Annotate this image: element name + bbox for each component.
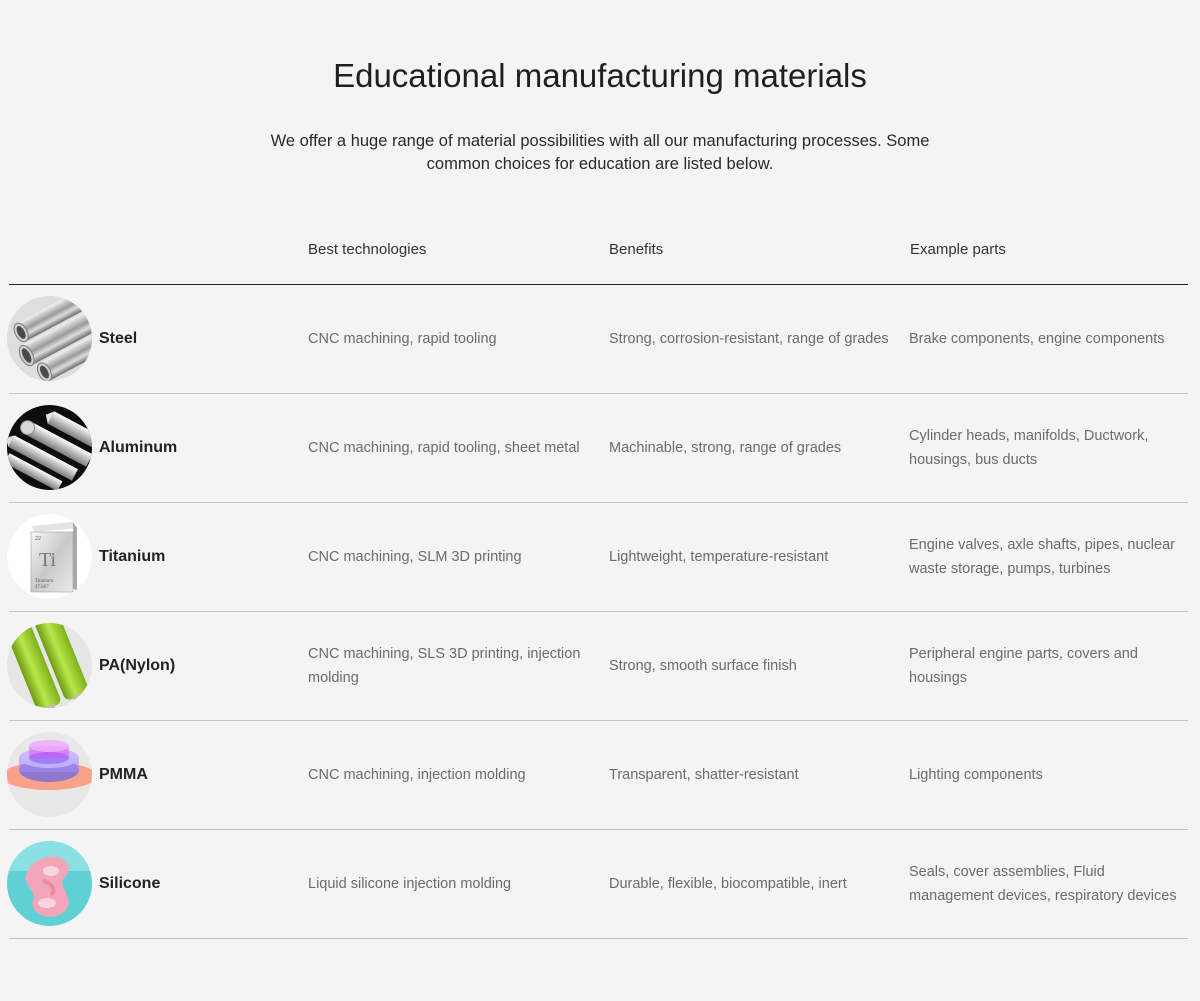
best-technologies-cell: CNC machining, rapid tooling, sheet metal [308,440,580,456]
table-row [9,612,1188,721]
page-intro: We offer a huge range of material possibilities with all our manufacturing processes. Some common choices for education are listed below. [270,132,930,173]
example-parts-cell: Engine valves, axle shafts, pipes, nuclear waste storage, pumps, turbines [909,537,1175,577]
example-parts-cell: Seals, cover assemblies, Fluid management devices, respiratory devices [909,864,1177,904]
header-benefits: Benefits [609,241,664,258]
header-example-parts: Example parts [910,241,1006,258]
material-name: Silicone [99,875,161,892]
titanium-cube-image [7,514,92,599]
material-name: Titanium [99,548,166,565]
example-parts-cell: Lighting components [909,767,1043,783]
titanium-symbol: Ti [39,549,57,571]
example-parts-cell: Peripheral engine parts, covers and housings [909,646,1138,686]
benefits-cell: Transparent, shatter-resistant [609,767,799,783]
table-row [9,503,1188,612]
table-row [9,394,1188,503]
best-technologies-cell: Liquid silicone injection molding [308,876,512,892]
benefits-cell: Strong, smooth surface finish [609,658,797,674]
benefits-cell: Strong, corrosion-resistant, range of grades [609,331,889,347]
table-row [9,721,1188,830]
material-name: Aluminum [99,439,178,456]
header-best-technologies: Best technologies [308,241,427,258]
page-title: Educational manufacturing materials [333,57,867,94]
example-parts-cell: Brake components, engine components [909,331,1165,347]
example-parts-cell: Cylinder heads, manifolds, Ductwork, housings, bus ducts [909,428,1149,468]
aluminum-bars-image [7,405,92,490]
best-technologies-cell: CNC machining, injection molding [308,767,526,783]
best-technologies-cell: CNC machining, rapid tooling [308,331,497,347]
nylon-rollers-image [7,623,92,708]
titanium-atomic-number: 22 [35,536,41,542]
material-name: PA(Nylon) [99,657,176,674]
pmma-discs-image [7,732,92,817]
table-row [9,830,1188,939]
benefits-cell: Durable, flexible, biocompatible, inert [609,876,847,892]
table-header [0,238,1200,262]
best-technologies-cell: CNC machining, SLM 3D printing [308,549,522,565]
material-name: Steel [99,330,138,347]
material-name: PMMA [99,766,148,783]
titanium-mass: 47.867 [35,585,49,590]
table-row [9,285,1188,394]
titanium-label: Titanium [35,579,54,584]
materials-table [9,285,1188,939]
benefits-cell: Lightweight, temperature-resistant [609,549,829,565]
best-technologies-cell: CNC machining, SLS 3D printing, injection molding [308,646,581,686]
benefits-cell: Machinable, strong, range of grades [609,440,842,456]
silicone-part-image [7,841,92,926]
steel-pipes-image [7,296,92,381]
